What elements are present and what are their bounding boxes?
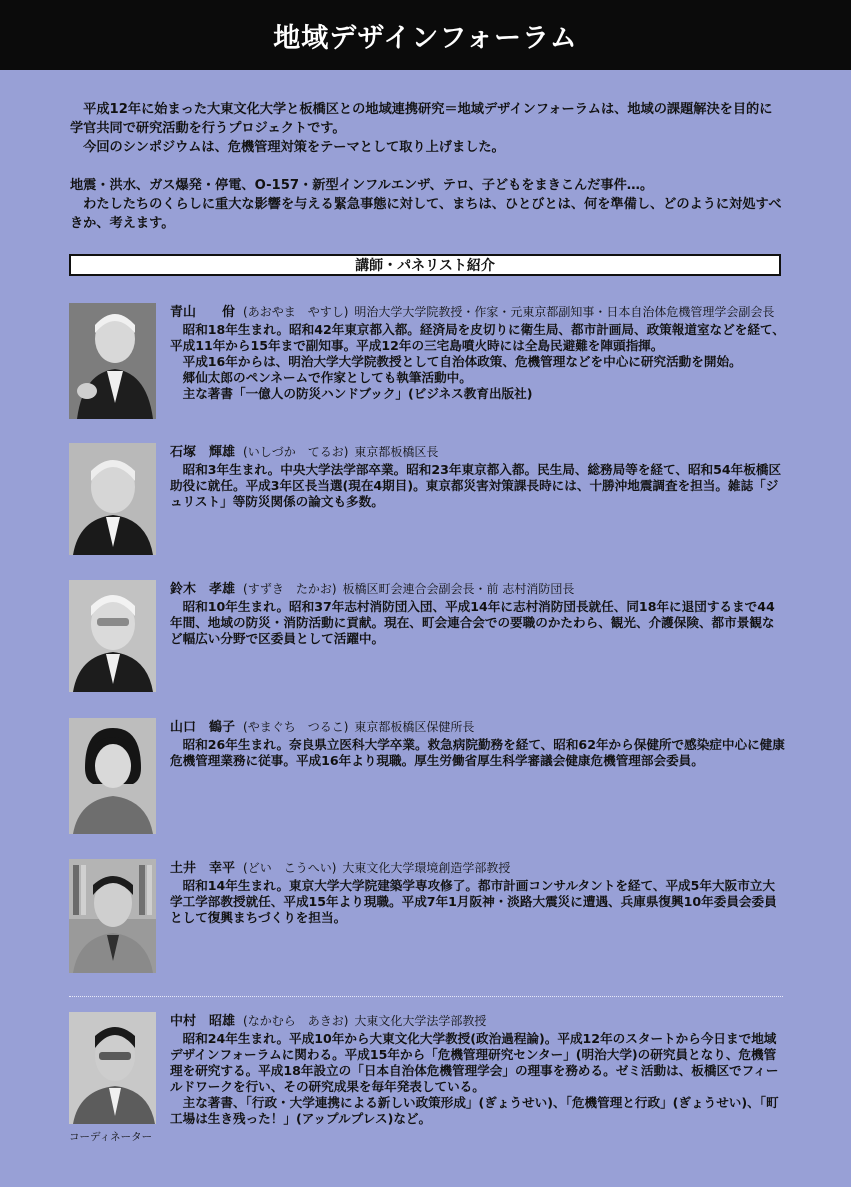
bio-paragraph: 昭和3年生まれ。中央大学法学部卒業。昭和23年東京都入都。民生局、総務局等を経て、昭和54年板橋区助役に就任。平成3年区長当選(現在4期目)。東京都災害対策課長時には、十勝沖地震調査を担当。雑誌「ジュリスト」等防災関係の論文も多数。 [170,462,782,509]
bio-paragraph: 主な著書、「行政・大学連携による新しい政策形成」(ぎょうせい)、「危機管理と行政」(ぎょうせい)、「町工場は生き残った！」(アップルプレス)など。 [170,1095,779,1126]
portrait-photo [69,718,156,834]
panelist-header [170,443,785,462]
bio-paragraph: 昭和10年生まれ。昭和37年志村消防団入団、平成14年に志村消防団長就任、同18年に退団するまで44年間、地域の防災・消防活動に貢献。現在、町会連合会での要職のかたわら、観光、介護保険、都市景観など幅広い分野で区委員として活躍中。 [170,599,775,646]
panelist-affiliation: 明治大学大学院教授・作家・元東京都副知事・日本自治体危機管理学会副会長 [354,305,775,319]
intro-paragraph: 今回のシンポジウムは、危機管理対策をテーマとして取り上げました。 [70,140,505,155]
panelist-bio [170,878,785,926]
section-title-box [69,254,781,276]
panelist-header [170,303,785,322]
panelist-reading: (どい こうへい) [243,861,337,875]
panelist-name: 土井 幸平 [170,861,236,876]
panelist-name: 石塚 輝雄 [170,445,236,460]
page-title: 地域デザインフォーラム [273,22,578,54]
intro-paragraph: 平成12年に始まった大東文化大学と板橋区との地域連携研究＝地域デザインフォーラムは、地域の課題解決を目的に学官共同で研究活動を行うプロジェクトです。 [70,102,773,136]
portrait-photo [69,443,156,555]
bio-paragraph: 昭和18年生まれ。昭和42年東京都入都。経済局を皮切りに衛生局、都市計画局、政策報道室などを経て、平成11年から15年まで副知事。平成12年の三宅島噴火時には全島民避難を陣頭指揮。 [170,322,785,353]
panelist-header [170,580,785,599]
panelist-bio [170,599,785,647]
portrait-photo [69,859,156,973]
bio-paragraph: 郷仙太郎のペンネームで作家としても執筆活動中。 [182,370,472,385]
panelist-affiliation: 大東文化大学法学部教授 [354,1014,487,1028]
panelist-header [170,859,785,878]
panelist-affiliation: 大東文化大学環境創造学部教授 [342,861,511,875]
bio-paragraph: 昭和24年生まれ。平成10年から大東文化大学教授(政治過程論)。平成12年のスタートから今日まで地域デザインフォーラムに関わる。平成15年から「危機管理研究センター」(明治大学)の研究員となり、危機管理を研究する。平成18年設立の「日本自治体危機管理学会」の理事を務める。ゼミ活動は、板橋区でフィールドワークを行い、その研究成果を毎年発表している。 [170,1031,779,1094]
panelist-reading: (やまぐち つるこ) [243,720,349,734]
page-title-bar [0,0,851,70]
portrait-photo [69,1012,156,1124]
panelist-reading: (なかむら あきお) [243,1014,349,1028]
section-title: 講師・パネリスト紹介 [355,258,495,274]
coordinator-caption: コーディネーター [69,1131,153,1143]
panelist-bio [170,462,785,510]
panelist-header [170,718,785,737]
panelist-bio [170,1031,785,1127]
section-divider [69,996,783,997]
panelist-name: 青山 佾 [170,305,236,320]
bio-paragraph: 昭和26年生まれ。奈良県立医科大学卒業。救急病院勤務を経て、昭和62年から保健所で感染症中心に健康危機管理業務に従事。平成16年より現職。厚生労働省厚生科学審議会健康危機管理部会委員。 [170,737,785,768]
intro-paragraph: わたしたちのくらしに重大な影響を与える緊急事態に対して、まちは、ひとびとは、何を準備し、どのように対処すべきか、考えます。 [70,197,782,231]
bio-paragraph: 主な著書「一億人の防災ハンドブック」(ビジネス教育出版社) [182,386,533,401]
panelist-reading: (すずき たかお) [243,582,337,596]
panelist-reading: (あおやま やすし) [243,305,349,319]
panelist-bio [170,322,785,402]
bio-paragraph: 平成16年からは、明治大学大学院教授として自治体政策、危機管理などを中心に研究活動を開始。 [182,354,742,369]
panelist-affiliation: 東京都板橋区保健所長 [354,720,475,734]
panelist-name: 中村 昭雄 [170,1014,236,1029]
panelist-affiliation: 東京都板橋区長 [354,445,439,459]
panelist-bio [170,737,785,769]
panelist-header [170,1012,785,1031]
portrait-photo [69,303,156,419]
bio-paragraph: 昭和14年生まれ。東京大学大学院建築学専攻修了。都市計画コンサルタントを経て、平成5年大阪市立大学工学部教授就任、平成15年より現職。平成7年1月阪神・淡路大震災に遭遇、兵庫県復興10年委員会委員として復興まちづくりを担当。 [170,878,777,925]
panelist-name: 山口 鶴子 [170,720,236,735]
panelist-name: 鈴木 孝雄 [170,582,236,597]
panelist-affiliation: 板橋区町会連合会副会長・前 志村消防団長 [342,582,575,596]
intro-paragraph: 地震・洪水、ガス爆発・停電、O-157・新型インフルエンザ、テロ、子どもをまきこんだ事件…。 [70,178,654,193]
intro-text [70,100,785,233]
panelist-reading: (いしづか てるお) [243,445,349,459]
portrait-photo [69,580,156,692]
